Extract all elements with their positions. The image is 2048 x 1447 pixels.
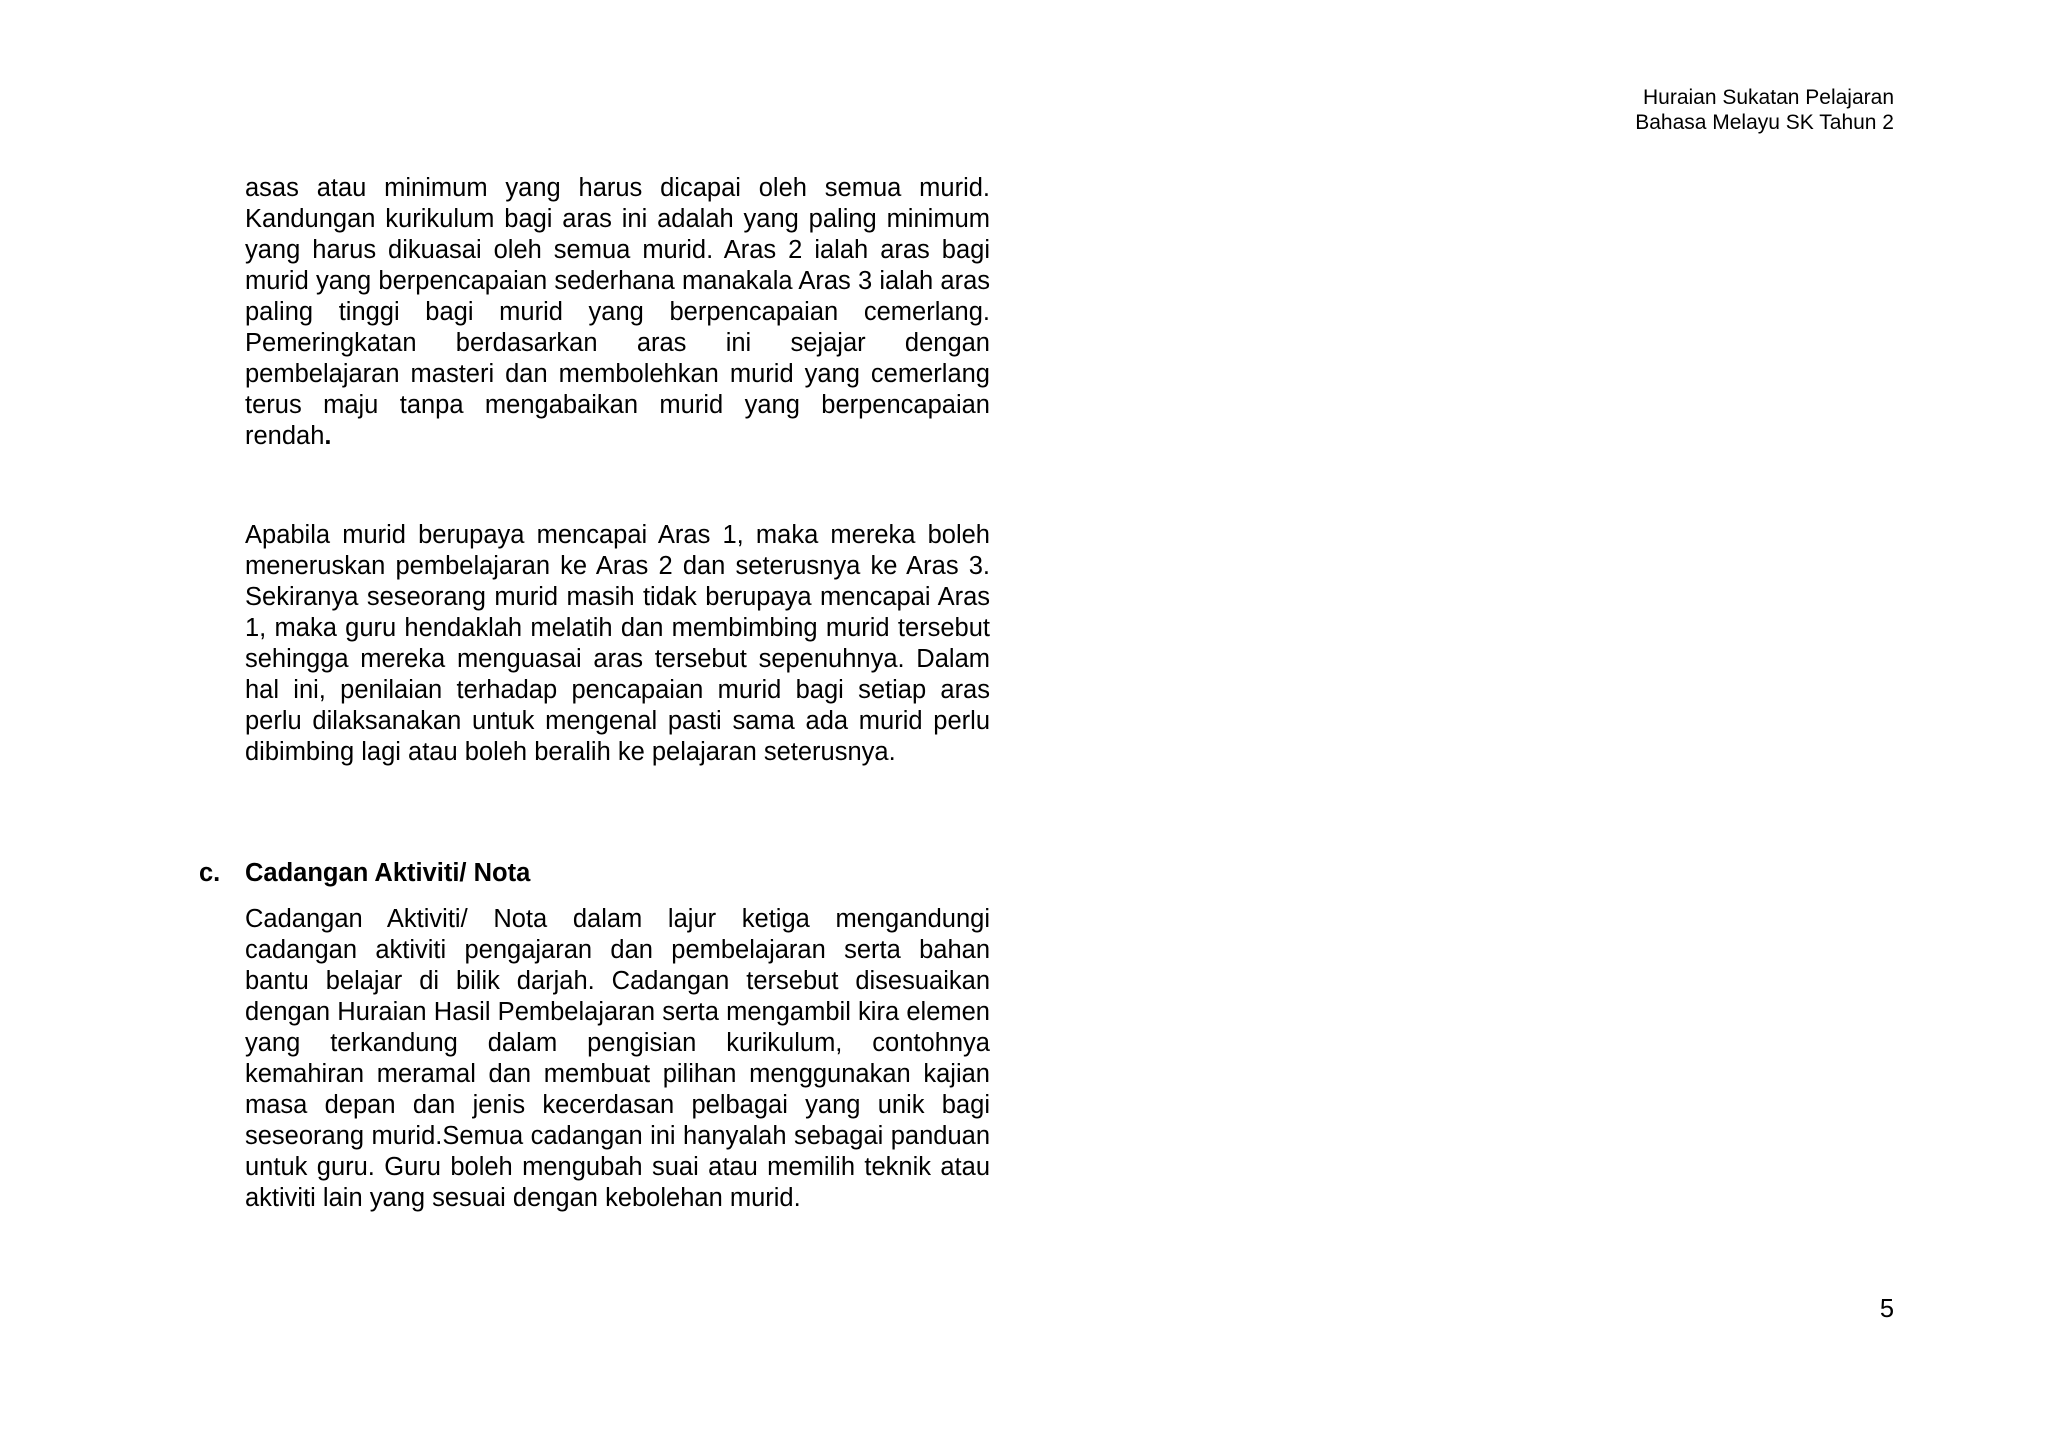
paragraph-activity-notes	[245, 904, 990, 1214]
paragraph-aras-levels-text: asas atau minimum yang harus dicapai oleh semua murid. Kandungan kurikulum bagi aras ini adalah yang paling minimum yang harus dikuasai oleh semua murid. Aras 2 ialah aras bagi murid yang berpencapaian sederhana manakala Aras 3 ialah aras paling tinggi bagi murid yang berpencapaian cemerlang. Pemeringkatan berdasarkan aras ini sejajar dengan pembelajaran masteri dan membolehkan murid yang cemerlang terus maju tanpa mengabaikan murid yang berpencapaian rendah	[245, 174, 990, 450]
section-c-title: Cadangan Aktiviti/ Nota	[245, 859, 531, 887]
header-line-2: Bahasa Melayu SK Tahun 2	[1635, 111, 1894, 134]
section-c-marker: c.	[199, 859, 221, 887]
page-number: 5	[1879, 1295, 1894, 1323]
header-line-1: Huraian Sukatan Pelajaran	[1643, 86, 1894, 109]
section-c-heading	[199, 858, 530, 889]
paragraph-aras-levels	[245, 173, 990, 452]
paragraph-activity-notes-text: Cadangan Aktiviti/ Nota dalam lajur ketiga mengandungi cadangan aktiviti pengajaran dan pembelajaran serta bahan bantu belajar di bilik darjah. Cadangan tersebut disesuaikan dengan Huraian Hasil Pembelajaran serta mengambil kira elemen yang terkandung dalam pengisian kurikulum, contohnya kemahiran meramal dan membuat pilihan menggunakan kajian masa depan dan jenis kecerdasan pelbagai yang unik bagi seseorang murid.Semua cadangan ini hanyalah sebagai panduan untuk guru. Guru boleh mengubah suai atau memilih teknik atau aktiviti lain yang sesuai dengan kebolehan murid.	[245, 905, 990, 1212]
page-header	[1635, 85, 1894, 135]
paragraph-progression-text: Apabila murid berupaya mencapai Aras 1, maka mereka boleh meneruskan pembelajaran ke Aras 2 dan seterusnya ke Aras 3. Sekiranya seseorang murid masih tidak berupaya mencapai Aras 1, maka guru hendaklah melatih dan membimbing murid tersebut sehingga mereka menguasai aras tersebut sepenuhnya. Dalam hal ini, penilaian terhadap pencapaian murid bagi setiap aras perlu dilaksanakan untuk mengenal pasti sama ada murid perlu dibimbing lagi atau boleh beralih ke pelajaran seterusnya.	[245, 521, 990, 766]
paragraph-progression	[245, 520, 990, 768]
paragraph-aras-levels-end: .	[324, 422, 332, 450]
